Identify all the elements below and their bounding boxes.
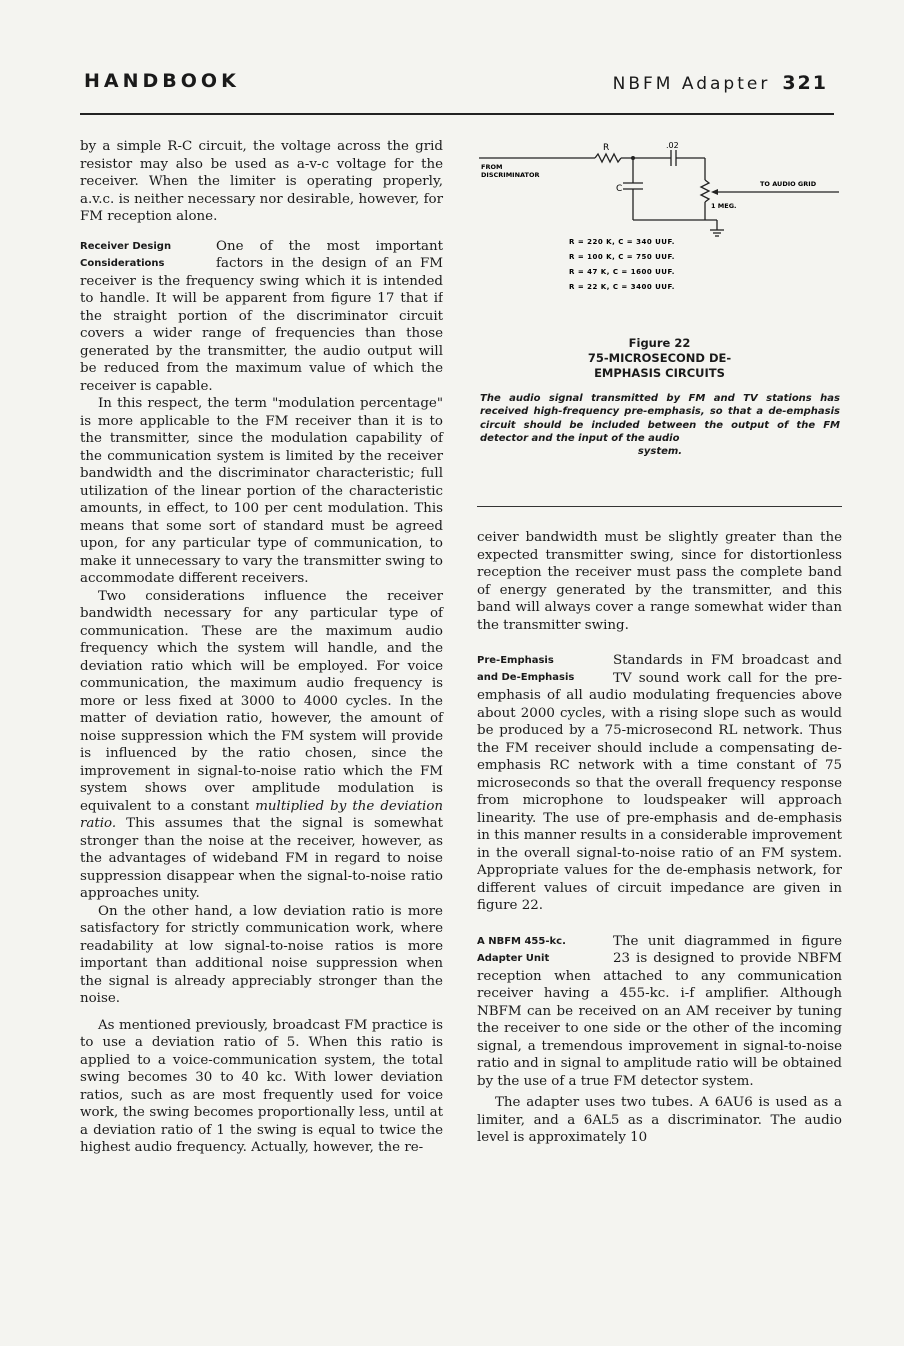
label-from: FROM (481, 163, 503, 171)
resistor-r (595, 154, 621, 162)
paragraph-broadcast-practice: As mentioned previously, broadcast FM practice is to use a deviation ratio of 5. When this ratio is applied to a voice-communication system, the total swing becomes 30 to 40 kc. With lower deviation ratios, such as are most frequently used for voice work, the swing becomes proportionally less, until at a deviation ratio of 1 the swing is equal to twice the highest audio frequency. Actually, however, the re- (80, 1017, 443, 1155)
value-row: R = 220 K, C = 340 UUF. (569, 238, 675, 246)
side-heading-line-1: A NBFM 455-kc. (477, 935, 566, 947)
paragraph-two-considerations (80, 588, 443, 903)
paragraph-modulation-percentage: In this respect, the term "modulation percentage" is more applicable to the FM receiver than it is to the transmitter, since the modulation capability of the communication system is limited by the receiver bandwidth and the discriminator characteristic; full utilization of the linear portion of the characteristic amounts, in effect, to 100 per cent modulation. This means that some sort of standard must be agreed upon, for any particular type of communication, to make it unnecessary to vary the transmitter swing to accommodate different receivers. (80, 396, 443, 586)
de-emphasis-schematic (477, 140, 842, 330)
figure-number: Figure 22 (628, 336, 691, 350)
side-heading-line-2: Considerations (80, 257, 165, 269)
value-row: R = 47 K, C = 1600 UUF. (569, 268, 675, 276)
paragraph-adapter-unit: The unit diagrammed in figure 23 is designed to provide NBFM reception when attached to any communication receiver having a 455-kc. i-f amplifier. Although NBFM can be received on an AM receiver by tuning the receiver to one side or the other of the incoming signal, a tremendous improvement in signal-to-noise ratio and in signal to amplitude ratio will be obtained by the use of a true FM detector system. (477, 933, 842, 1089)
label-1-meg: 1 MEG. (711, 202, 737, 210)
right-column (477, 529, 842, 1147)
label-coupling-cap: .02 (666, 141, 679, 150)
section-pre-emphasis (477, 652, 842, 915)
header-rule (80, 113, 834, 115)
label-to-audio-grid: TO AUDIO GRID (760, 180, 817, 188)
figure-title-block (477, 336, 842, 381)
side-heading-line-2: Adapter Unit (477, 952, 550, 964)
figure-caption (480, 392, 840, 458)
side-heading-line-1: Pre-Emphasis (477, 655, 554, 666)
text-run: Two considerations influence the receiver bandwidth necessary for any particular type of communication. These are the maximum audio frequency which the system will handle, and the deviation ratio which will be employed. For voice communication, the maximum audio frequency is more or less fixed at 3000 to 4000 cycles. In the matter of deviation ratio, however, the amount of noise suppression which the FM system will provide is influenced by the ratio chosen, since the improvement in signal-to-noise ratio which the FM system shows over amplitude modulation is equivalent to a constant (80, 588, 443, 814)
side-heading-adapter-unit (477, 933, 613, 967)
paragraph-pre-emphasis: Standards in FM broadcast and TV sound work call for the pre-emphasis of all audio modulating frequencies above about 2000 cycles, with a rising slope such as would be produced by a 75-microsecond RL network. Thus the FM receiver should include a compensating de-emphasis RC network with a time constant of 75 microseconds so that the overall frequency response from microphone to loudspeaker will approach linearity. The use of pre-emphasis and de-emphasis in this manner results in a considerable improvement in the overall signal-to-noise ratio of an FM system. Appropriate values for the de-emphasis network, for different values of circuit impedance are given in figure 22. (477, 653, 842, 913)
side-heading-line-1: Receiver Design (80, 240, 172, 252)
figure-title: 75-MICROSECOND DE-EMPHASIS CIRCUITS (587, 351, 732, 380)
paragraph-frequency-swing: One of the most important factors in the design of an FM receiver is the frequency swing which it is intended to handle. It will be apparent from figure 17 that if the straight portion of the discriminator circuit covers a wider range of frequencies than those generated by the transmitter, the audio output will be reduced from the maximum value of which the receiver is capable. (80, 238, 443, 394)
paragraph-bandwidth: ceiver bandwidth must be slightly greater than the expected transmitter swing, since for distortionless reception the receiver must pass the complete band of energy generated by the transmitter, and this band will always cover a range somewhat wider than the transmitter swing. (477, 530, 842, 633)
caption-last-line: system. (637, 446, 683, 458)
left-column (80, 138, 443, 1157)
section-heading (613, 72, 828, 94)
section-receiver-design (80, 238, 443, 396)
paragraph-tubes: The adapter uses two tubes. A 6AU6 is used as a limiter, and a 6AL5 as a discriminator. The audio level is approximately 10 (477, 1095, 842, 1145)
paragraph-avc: by a simple R-C circuit, the voltage across the grid resistor may also be used as a-v-c voltage for the receiver. When the limiter is operating properly, a.v.c. is neither necessary nor desirable, however, for FM reception alone. (80, 139, 443, 224)
running-head: HANDBOOK (84, 70, 240, 92)
emphasis-run: multiplied by the deviation ratio. (80, 798, 444, 831)
label-r: R (603, 143, 610, 153)
wiper-arrow (711, 189, 718, 195)
value-row: R = 22 K, C = 3400 UUF. (569, 283, 675, 291)
caption-text: The audio signal transmitted by FM and TV stations has received high-frequency pre-emphasis, so that a de-emphasis circuit should be included between the output of the FM detector and the input of the audio (480, 393, 840, 444)
section-adapter-unit (477, 933, 842, 1091)
label-discriminator: DISCRIMINATOR (481, 171, 540, 179)
paragraph-low-deviation: On the other hand, a low deviation ratio is more satisfactory for strictly communication work, where readability at low signal-to-noise ratios is more important than additional noise suppression when the signal is already appreciably stronger than the noise. (80, 903, 443, 1006)
potentiometer (701, 180, 709, 202)
figure-rule (477, 506, 842, 507)
junction-dot (631, 156, 635, 160)
side-heading-pre-emphasis (477, 652, 613, 686)
page-number: 321 (782, 72, 828, 94)
side-heading-receiver-design (80, 238, 216, 272)
label-c: C (616, 184, 623, 194)
value-row: R = 100 K, C = 750 UUF. (569, 253, 675, 261)
side-heading-line-2: and De-Emphasis (477, 672, 575, 683)
text-run: This assumes that the signal is somewhat stronger than the noise at the receiver, however, as the advantages of wideband FM in regard to noise suppression disappear when the signal-to-noise ratio approaches unity. (80, 816, 443, 901)
section-title: NBFM Adapter (612, 74, 771, 94)
